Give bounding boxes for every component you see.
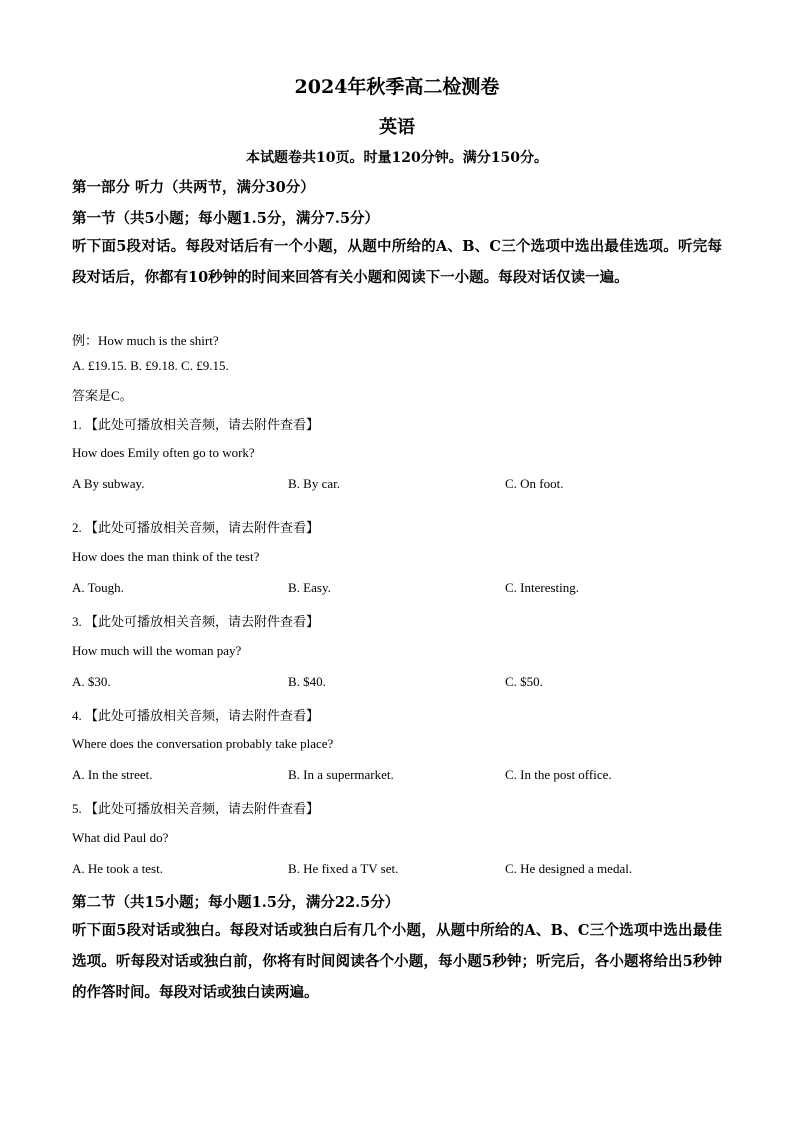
option-b: B. Easy. xyxy=(288,580,331,595)
section2-heading: 第二节（共15小题；每小题1.5分，满分22.5分） xyxy=(72,894,400,911)
question-text: How does Emily often go to work? xyxy=(72,445,255,460)
option-b: B. $40. xyxy=(288,674,326,689)
option-c: C. In the post office. xyxy=(505,767,612,782)
option-b: B. In a supermarket. xyxy=(288,767,394,782)
audio-placeholder: 5. 【此处可播放相关音频，请去附件查看】 xyxy=(72,801,320,816)
option-b: B. By car. xyxy=(288,476,340,491)
option-a: A. Tough. xyxy=(72,580,124,595)
option-a: A. $30. xyxy=(72,674,111,689)
question-text: How much will the woman pay? xyxy=(72,643,242,658)
example-answer: 答案是C。 xyxy=(72,388,133,403)
section1-heading: 第一节（共5小题；每小题1.5分，满分7.5分） xyxy=(72,210,380,227)
audio-placeholder: 1. 【此处可播放相关音频，请去附件查看】 xyxy=(72,417,320,432)
option-c: C. Interesting. xyxy=(505,580,580,595)
section2-instructions: 听下面5段对话或独白。每段对话或独白后有几个小题，从题中所给的A、B、C三个选项中选出最佳选项。听每段对话或独白前，你将有时间阅读各个小题，每小题5秒钟；听完后，各小题将给出5秒钟的作答时间。每段对话或独白读两遍。 xyxy=(72,922,722,1001)
audio-placeholder: 3. 【此处可播放相关音频，请去附件查看】 xyxy=(72,614,320,629)
exam-title: 2024年秋季高二检测卷 xyxy=(294,76,500,98)
audio-placeholder: 4. 【此处可播放相关音频，请去附件查看】 xyxy=(72,708,320,723)
option-c: C. $50. xyxy=(505,674,543,689)
section1-instructions: 听下面5段对话。每段对话后有一个小题，从题中所给的A、B、C三个选项中选出最佳选项。听完每段对话后，你都有10秒钟的时间来回答有关小题和阅读下一小题。每段对话仅读一遍。 xyxy=(72,238,722,286)
question-text: Where does the conversation probably take place? xyxy=(72,736,334,751)
exam-info: 本试题卷共10页。时量120分钟。满分150分。 xyxy=(246,150,548,166)
part1-heading: 第一部分 听力（共两节，满分30分） xyxy=(72,179,315,196)
option-a: A By subway. xyxy=(72,476,145,491)
subject-title: 英语 xyxy=(379,117,415,138)
option-c: C. He designed a medal. xyxy=(505,861,633,876)
audio-placeholder: 2. 【此处可播放相关音频，请去附件查看】 xyxy=(72,520,320,535)
example-options: A. £19.15. B. £9.18. C. £9.15. xyxy=(72,358,229,373)
question-text: What did Paul do? xyxy=(72,830,169,845)
option-c: C. On foot. xyxy=(505,476,564,491)
option-b: B. He fixed a TV set. xyxy=(288,861,399,876)
option-a: A. In the street. xyxy=(72,767,153,782)
option-a: A. He took a test. xyxy=(72,861,163,876)
example-question: 例：How much is the shirt? xyxy=(72,333,219,348)
question-text: How does the man think of the test? xyxy=(72,549,260,564)
